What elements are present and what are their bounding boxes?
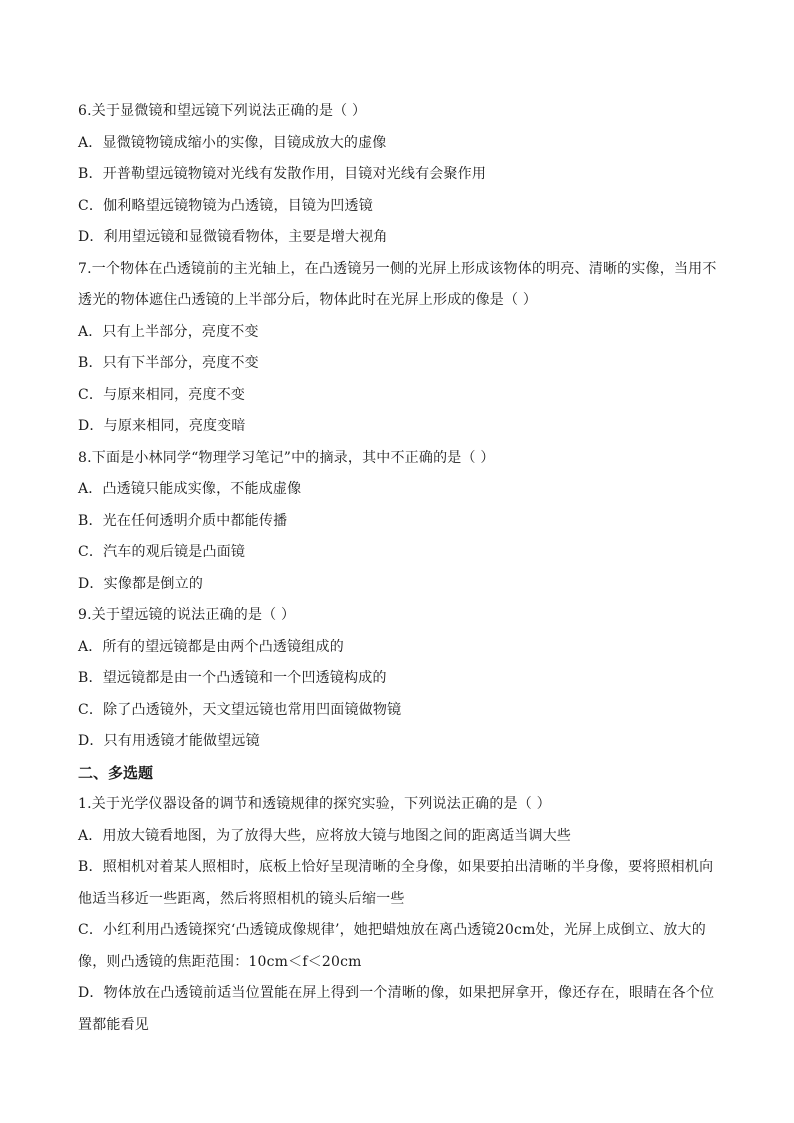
option-a: A．只有上半部分，亮度不变 [78,323,259,340]
section-title: 二、多选题 [78,763,154,782]
question-stem: 8.下面是小林同学“物理学习笔记”中的摘录，其中不正确的是（ ） [78,449,495,466]
option-d: D．与原来相同，亮度变暗 [78,418,246,434]
option-a: A．显微镜物镜成缩小的实像，目镜成放大的虚像 [78,134,387,151]
option-c: C．与原来相同，亮度不变 [78,386,246,403]
option-b: B．开普勒望远镜物镜对光线有发散作用，目镜对光线有会聚作用 [78,166,487,182]
option-b: B．光在任何透明介质中都能传播 [78,512,288,529]
question-7 [78,254,718,443]
option-b: B．只有下半部分，亮度不变 [78,355,259,371]
question-stem: 1.关于光学仪器设备的调节和透镜规律的探究实验，下列说法正确的是（ ） [78,796,551,812]
option-c: C．小红利用凸透镜探究‘凸透镜成像规律’，她把蜡烛放在离凸透镜20cm处，光屏上成倒立、放大的像，则凸透镜的焦距范围：10cm＜f＜20cm [78,922,706,970]
option-c: C．除了凸透镜外，天文望远镜也常用凹面镜做物镜 [78,701,402,718]
question-6 [78,96,718,254]
question-stem: 7.一个物体在凸透镜前的主光轴上，在凸透镜另一侧的光屏上形成该物体的明亮、清晰的实像，当用不透光的物体遮住凸透镜的上半部分后，物体此时在光屏上形成的像是（ ） [78,260,717,308]
option-c: C．汽车的观后镜是凸面镜 [78,544,246,560]
option-a: A．所有的望远镜都是由两个凸透镜组成的 [78,638,344,655]
question-9 [78,600,718,758]
question-stem: 9.关于望远镜的说法正确的是（ ） [78,607,296,623]
option-a: A．用放大镜看地图，为了放得大些，应将放大镜与地图之间的距离适当调大些 [78,827,572,844]
option-b: B．望远镜都是由一个凸透镜和一个凹透镜构成的 [78,670,387,686]
option-a: A．凸透镜只能成实像，不能成虚像 [78,481,302,497]
option-d: D．实像都是倒立的 [78,575,204,592]
option-c: C．伽利略望远镜物镜为凸透镜，目镜为凹透镜 [78,197,373,214]
question-8 [78,443,718,601]
multi-question-1 [78,789,718,1041]
option-d: D．利用望远镜和显微镜看物体，主要是增大视角 [78,229,388,245]
question-stem: 6.关于显微镜和望远镜下列说法正确的是（ ） [78,103,367,119]
option-d: D．物体放在凸透镜前适当位置能在屏上得到一个清晰的像，如果把屏拿开，像还存在，眼睛在各个位置都能看见 [78,985,715,1033]
option-b: B．照相机对着某人照相时，底板上恰好呈现清晰的全身像，如果要拍出清晰的半身像，要将照相机向他适当移近一些距离，然后将照相机的镜头后缩一些 [78,859,714,907]
document-content [78,96,718,1041]
option-d: D．只有用透镜才能做望远镜 [78,733,260,749]
